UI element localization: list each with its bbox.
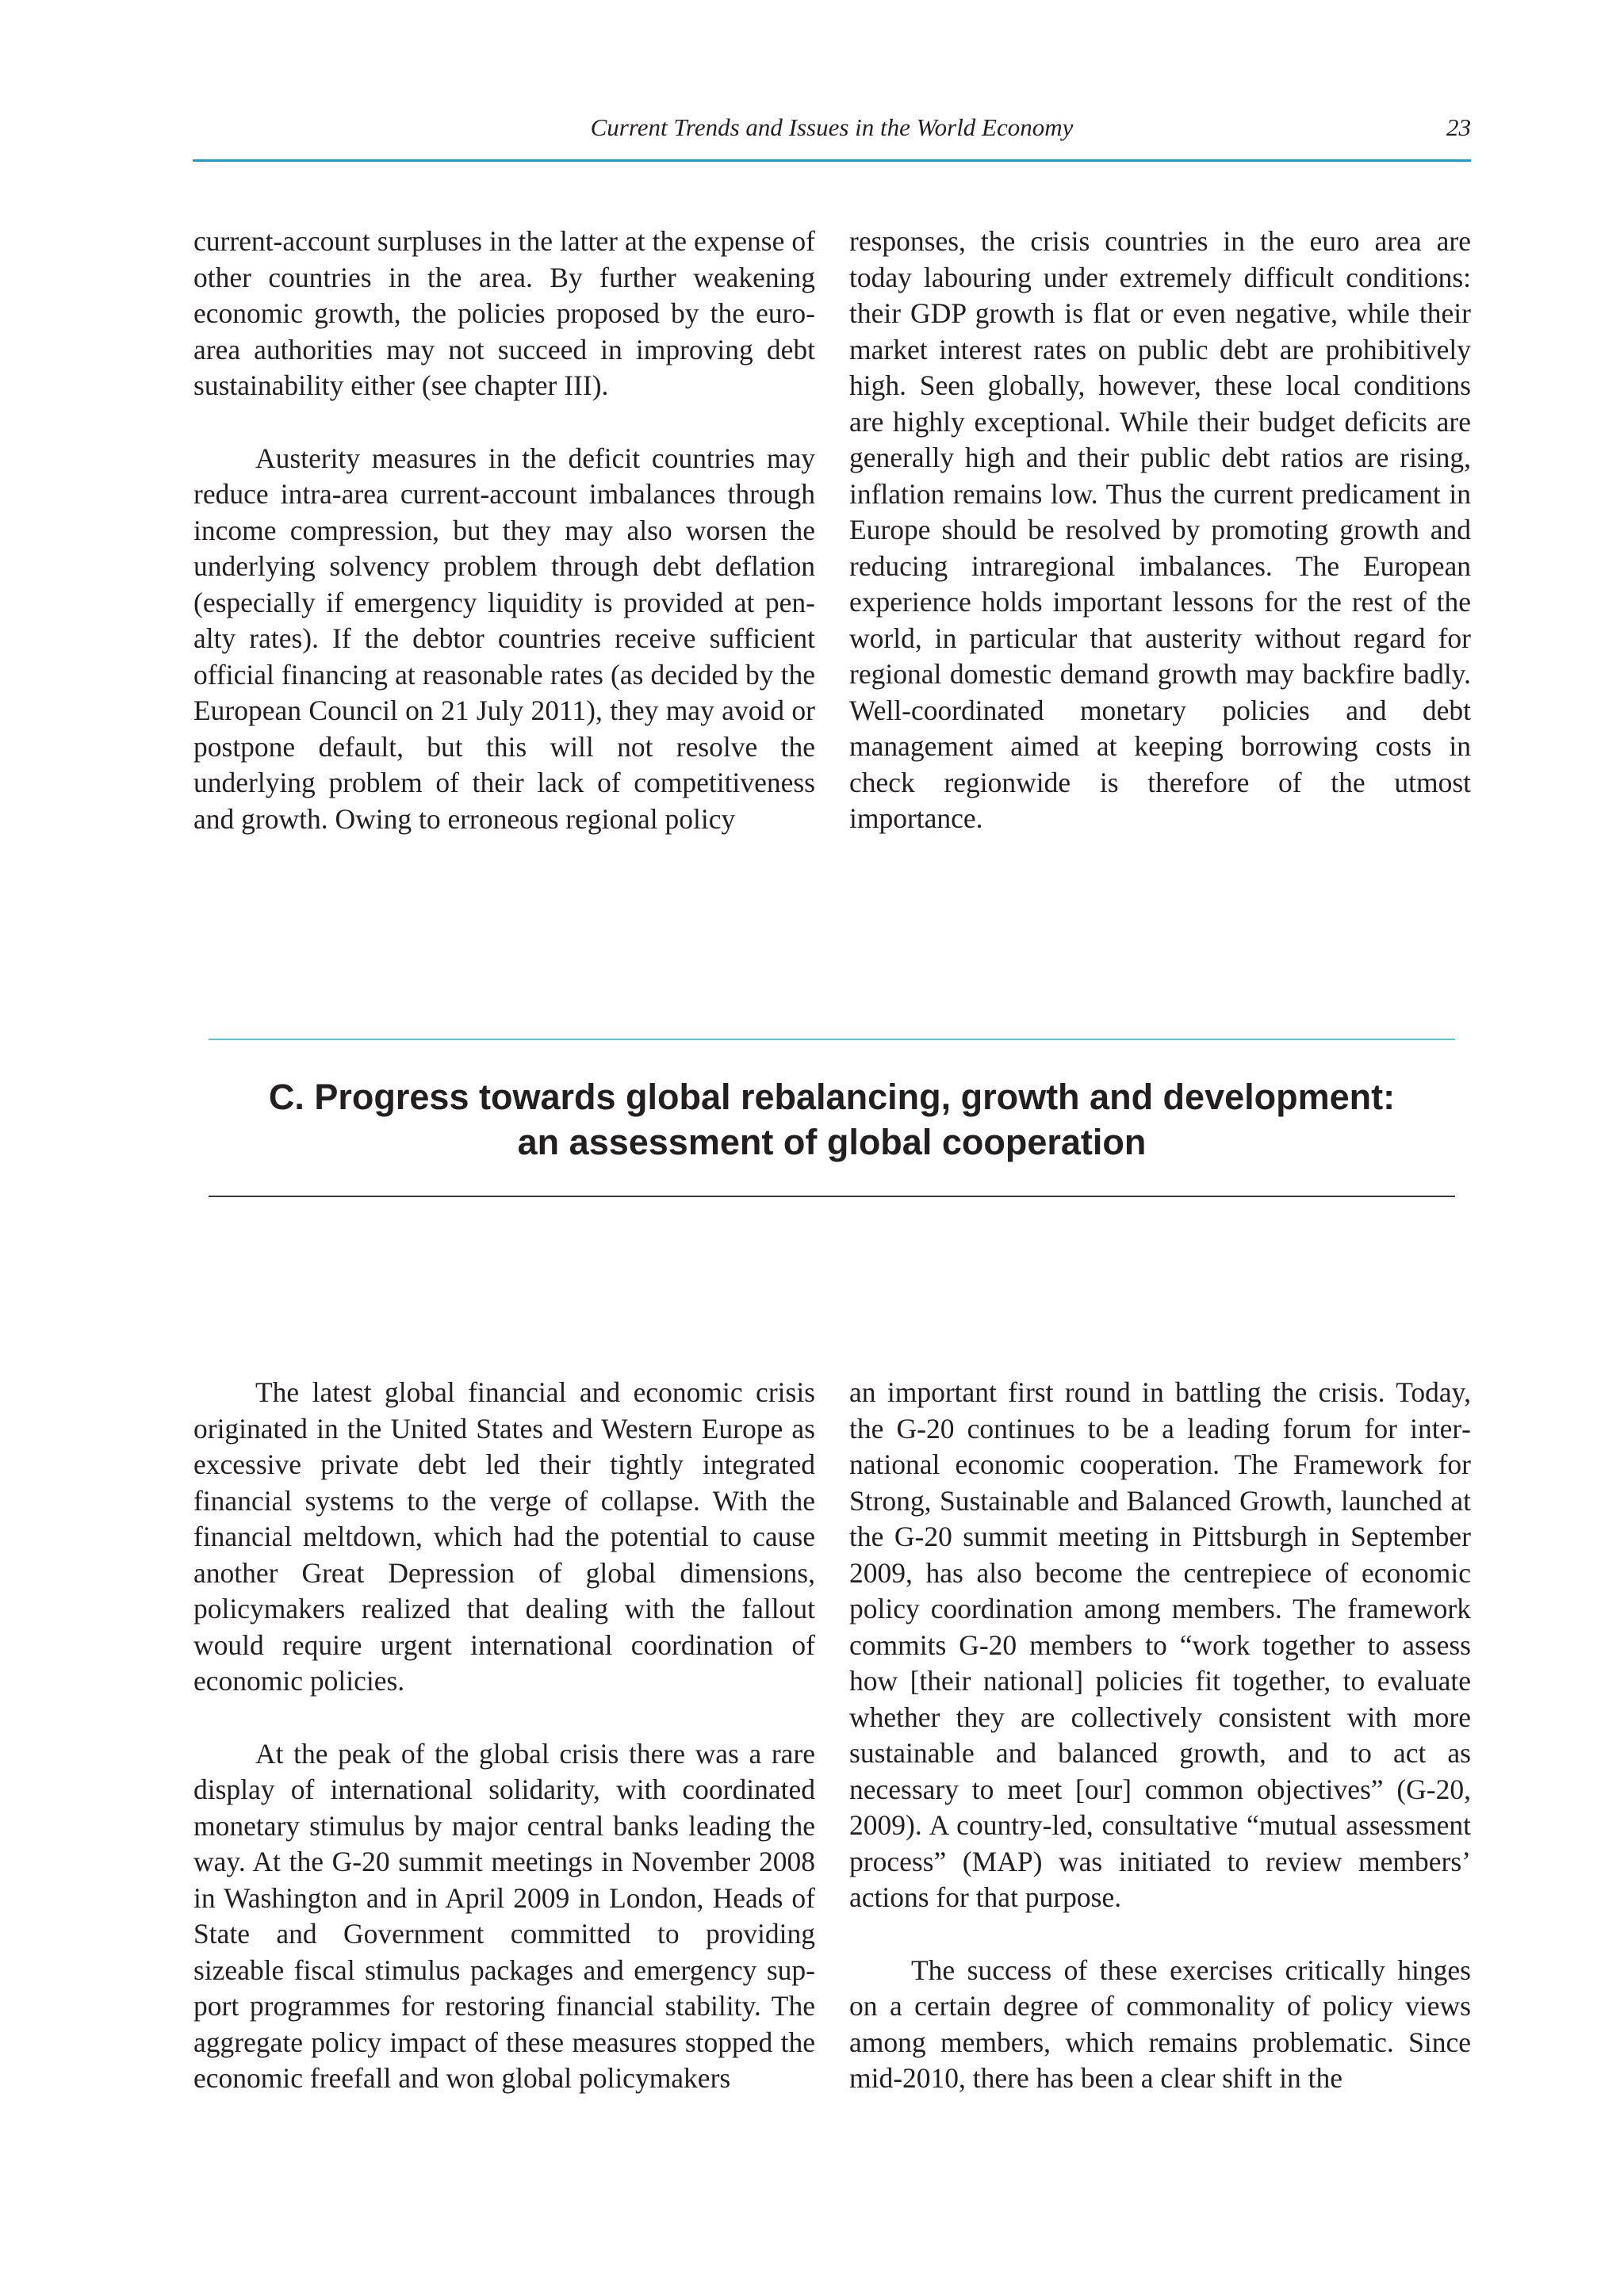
bottom-left-column [193, 1375, 815, 2097]
running-title: Current Trends and Issues in the World Economy [590, 113, 1074, 141]
paragraph: responses, the crisis countries in the euro area are today labouring under extremely difficult conditions: their GDP growth is flat or even negative, while their market interest rates on public debt are prohibitively high. Seen globally, however, these local conditions are highly exceptional. While their budget deficits are generally high and their public debt ratios are rising, inflation remains low. Thus the current predicament in Europe should be resolved by promoting growth and reducing intraregional imbalances. The European experience holds important lessons for the rest of the world, in particular that austerity without regard for regional domestic demand growth may backfire badly. Well-coordinated monetary policies and debt management aimed at keeping borrowing costs in check regionwide is therefore of the utmost importance. [849, 225, 1471, 834]
paragraph: Austerity measures in the deficit countries may reduce intra-area current-account imbalances through income compression, but they may also worsen the underlying solvency problem through debt deflation (especially if emergency liquidity is provided at penalty rates). If the debtor countries receive sufficient official financing at reasonable rates (as decided by the European Council on 21 July 2011), they may avoid or postpone default, but this will not resolve the underlying problem of their lack of competitiveness and growth. Owing to erroneous regional policy [193, 442, 815, 835]
paragraph: current-account surpluses in the latter at the expense of other countries in the area. By further weakening economic growth, the policies proposed by the euro-area authorities may not succeed in improving debt sustainability either (see chapter III). [193, 225, 815, 401]
paragraph: an important first round in battling the crisis. Today, the G-20 continues to be a leading forum for international economic cooperation. The Framework for Strong, Sustainable and Balanced Growth, launched at the G-20 summit meeting in Pittsburgh in September 2009, has also become the centrepiece of economic policy coordination among members. The framework commits G-20 members to “work together to assess how [their national] policies fit together, to evaluate whether they are collectively consistent with more sustainable and balanced growth, and to act as necessary to meet [our] common objectives” (G-20, 2009). A country-led, consultative “mutual assessment process” (MAP) was initiated to review members’ actions for that purpose. [849, 1376, 1471, 1913]
paragraph: The latest global financial and economic crisis originated in the United States and Western Europe as excessive private debt led their tightly integrated financial systems to the verge of collapse. With the financial meltdown, which had the potential to cause another Great Depression of global dimensions, policymakers realized that dealing with the fallout would require urgent international coordination of economic policies. [193, 1376, 815, 1697]
section-heading-line: C. Progress towards global rebalancing, growth and development: [268, 1077, 1396, 1117]
paragraph: At the peak of the global crisis there was a rare display of international solidarity, with coordinated monetary stimulus by major central banks leading the way. At the G-20 summit meetings in November 2008 in Washington and in April 2009 in London, Heads of State and Government committed to providing sizeable fiscal stimulus packages and emergency support programmes for restoring financial stability. The aggregate policy impact of these measures stopped the economic freefall and won global policymakers [193, 1737, 815, 2094]
page-number: 23 [1446, 113, 1471, 141]
header-rule [193, 159, 1471, 162]
paragraph: The success of these exercises critically hinges on a certain degree of commonality of policy views among members, which remains problematic. Since mid-2010, there has been a clear shift in the [849, 1954, 1471, 2094]
section-rule-bottom [209, 1196, 1455, 1197]
section-heading [209, 1074, 1455, 1165]
bottom-right-column [849, 1375, 1471, 2097]
section-heading-line: an assessment of global cooperation [517, 1122, 1147, 1162]
top-right-column [849, 224, 1471, 837]
section-rule-top [209, 1039, 1455, 1040]
top-left-column [193, 224, 815, 837]
running-header [193, 109, 1471, 146]
